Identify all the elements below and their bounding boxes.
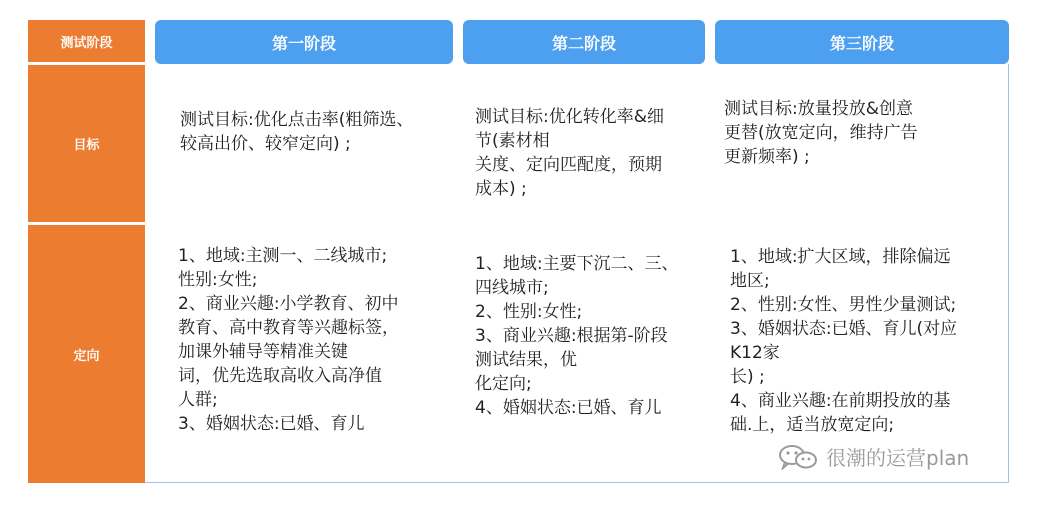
goal-line: 测试目标:优化转化率&细 [475, 107, 664, 127]
stage-1-goal [180, 108, 413, 156]
target-line: 1、地域:扩大区域，排除偏远 [730, 247, 951, 267]
goal-line: 较高出价、较窄定向) ; [180, 134, 351, 154]
target-line: 2、性别:女性、男性少量测试; [730, 295, 957, 315]
goal-line: 更新频率) ; [724, 147, 810, 167]
target-line: 人群; [178, 390, 218, 410]
target-line: 1、地域:主测一、二线城市; [178, 246, 388, 266]
target-line: 教育、高中教育等兴趣标签， [178, 318, 399, 338]
target-line: K12家 [730, 343, 780, 363]
goal-line: 测试目标:放量投放&创意 [724, 99, 913, 119]
wechat-icon [778, 444, 818, 470]
label-goal: 目标 [28, 65, 145, 222]
target-line: 2、商业兴趣:小学教育、初中 [178, 294, 399, 314]
stage-2-targeting [475, 252, 679, 420]
label-target: 定向 [28, 225, 145, 483]
goal-line: 成本) ; [475, 179, 527, 199]
stage-2-goal [475, 105, 664, 201]
target-line: 地区; [730, 271, 770, 291]
target-line: 3、婚姻状态:已婚、育儿 [178, 414, 365, 434]
stage-1-targeting [178, 244, 399, 436]
target-line: 4、婚姻状态:已婚、育儿 [475, 398, 662, 418]
target-line: 长) ; [730, 367, 765, 387]
stage-1-header: 第一阶段 [155, 20, 453, 64]
watermark [778, 442, 969, 471]
target-line: 1、地域:主要下沉二、三、 [475, 254, 679, 274]
goal-line: 关度、定向匹配度，预期 [475, 155, 662, 175]
target-line: 四线城市; [475, 278, 549, 298]
stage-3-header: 第三阶段 [715, 20, 1009, 64]
target-line: 化定向; [475, 374, 532, 394]
target-line: 础.上，适当放宽定向; [730, 415, 895, 435]
stage-3-targeting [730, 245, 957, 437]
target-line: 4、商业兴趣:在前期投放的基 [730, 391, 951, 411]
target-line: 加课外辅导等精准关键 [178, 342, 348, 362]
label-stage: 测试阶段 [28, 20, 145, 62]
goal-line: 更替(放宽定向，维持广告 [724, 123, 918, 143]
stage-2-header: 第二阶段 [463, 20, 705, 64]
stage-3-goal [724, 97, 918, 169]
goal-line: 测试目标:优化点击率(粗筛选、 [180, 110, 414, 130]
target-line: 词，优先选取高收入高净值 [178, 366, 382, 386]
target-line: 2、性别:女性; [475, 302, 583, 322]
goal-line: 节(素材相 [475, 131, 550, 151]
target-line: 3、商业兴趣:根据第-阶段 [475, 326, 668, 346]
watermark-text: 很潮的运营plan [826, 446, 970, 470]
target-line: 性别:女性; [178, 270, 258, 290]
target-line: 测试结果，优 [475, 350, 577, 370]
target-line: 3、婚姻状态:已婚、育儿(对应 [730, 319, 958, 339]
